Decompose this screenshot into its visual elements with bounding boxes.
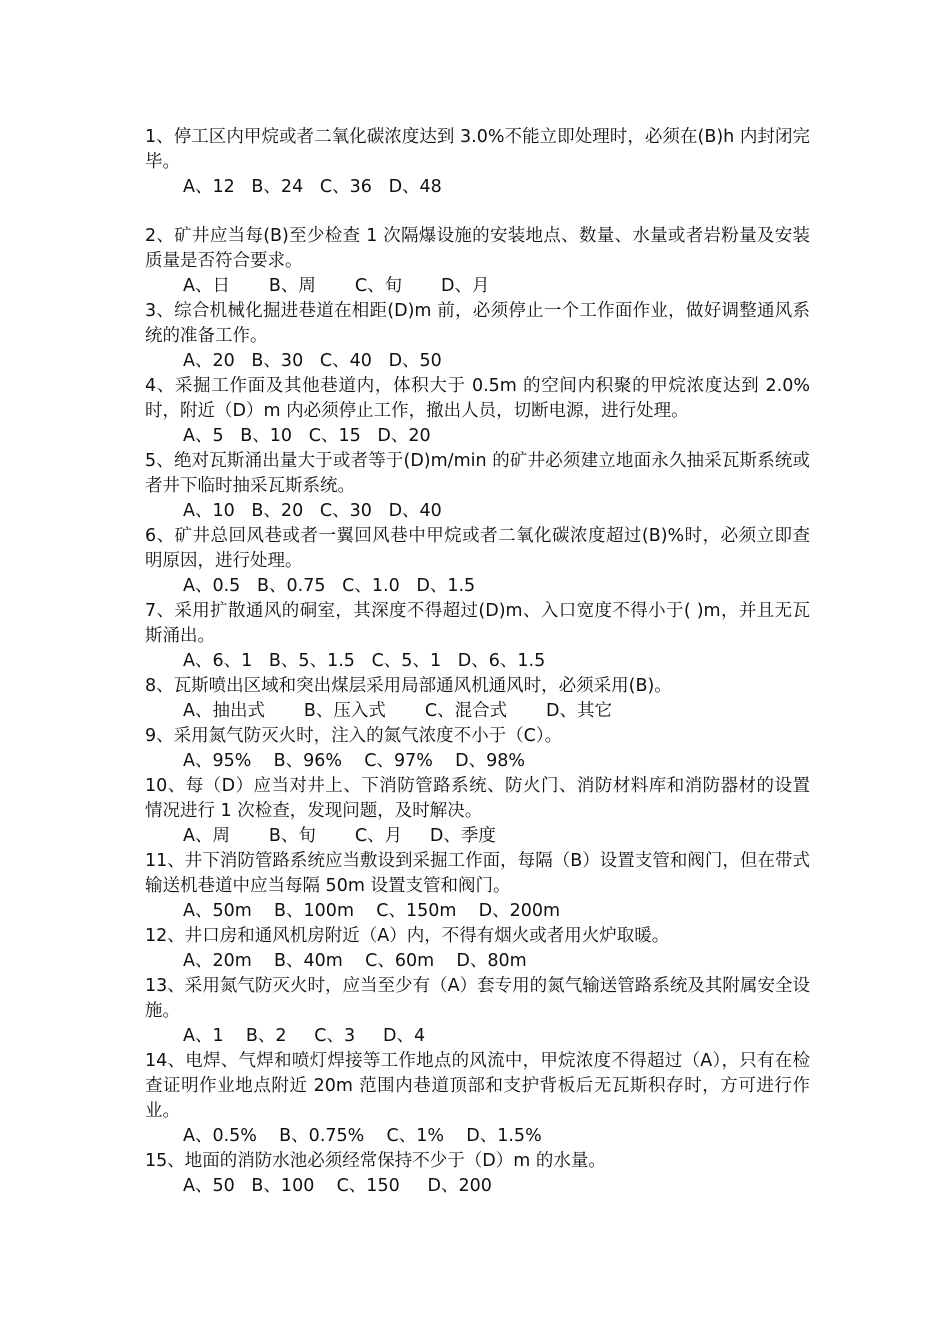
question-options: A、6、1 B、5、1.5 C、5、1 D、6、1.5 (183, 651, 546, 671)
question-item (145, 224, 810, 299)
blank-line (145, 200, 810, 224)
question-options: A、20 B、30 C、40 D、50 (183, 351, 442, 371)
question-item (145, 599, 810, 674)
question-options: A、20m B、40m C、60m D、80m (183, 951, 527, 971)
question-text: 10、每（D）应当对井上、下消防管路系统、防火门、消防材料库和消防器材的设置情况进行 1 次检查，发现问题，及时解决。 (145, 776, 810, 821)
question-options: A、5 B、10 C、15 D、20 (183, 426, 431, 446)
question-options: A、12 B、24 C、36 D、48 (183, 177, 442, 197)
question-text: 12、井口房和通风机房附近（A）内，不得有烟火或者用火炉取暖。 (145, 926, 670, 946)
question-options: A、0.5% B、0.75% C、1% D、1.5% (183, 1126, 542, 1146)
question-list (145, 125, 810, 1199)
question-text: 3、综合机械化掘进巷道在相距(D)m 前，必须停止一个工作面作业，做好调整通风系统的准备工作。 (145, 301, 810, 346)
question-item (145, 724, 810, 774)
question-item (145, 524, 810, 599)
question-text: 2、矿井应当每(B)至少检查 1 次隔爆设施的安装地点、数量、水量或者岩粉量及安装质量是否符合要求。 (145, 226, 810, 271)
question-options: A、日 B、周 C、旬 D、月 (183, 276, 490, 296)
question-options: A、10 B、20 C、30 D、40 (183, 501, 442, 521)
question-text: 5、绝对瓦斯涌出量大于或者等于(D)m/min 的矿井必须建立地面永久抽采瓦斯系统或者井下临时抽采瓦斯系统。 (145, 451, 810, 496)
question-text: 7、采用扩散通风的硐室，其深度不得超过(D)m、入口宽度不得小于( )m，并且无瓦斯涌出。 (145, 601, 810, 646)
question-item (145, 974, 810, 1049)
question-item (145, 374, 810, 449)
question-item (145, 849, 810, 924)
question-text: 11、井下消防管路系统应当敷设到采掘工作面，每隔（B）设置支管和阀门，但在带式输送机巷道中应当每隔 50m 设置支管和阀门。 (145, 851, 810, 896)
question-item (145, 774, 810, 849)
question-item (145, 1149, 810, 1199)
question-text: 14、电焊、气焊和喷灯焊接等工作地点的风流中，甲烷浓度不得超过（A），只有在检查证明作业地点附近 20m 范围内巷道顶部和支护背板后无瓦斯积存时，方可进行作业。 (145, 1051, 810, 1121)
question-item (145, 125, 810, 200)
question-text: 15、地面的消防水池必须经常保持不少于（D）m 的水量。 (145, 1151, 606, 1171)
question-text: 13、采用氮气防灭火时，应当至少有（A）套专用的氮气输送管路系统及其附属安全设施。 (145, 976, 810, 1021)
question-options: A、50 B、100 C、150 D、200 (183, 1176, 492, 1196)
question-options: A、抽出式 B、压入式 C、混合式 D、其它 (183, 701, 612, 721)
question-text: 6、矿井总回风巷或者一翼回风巷中甲烷或者二氧化碳浓度超过(B)%时，必须立即查明原因，进行处理。 (145, 526, 810, 571)
question-text: 9、采用氮气防灭火时，注入的氮气浓度不小于（C）。 (145, 726, 563, 746)
question-options: A、0.5 B、0.75 C、1.0 D、1.5 (183, 576, 476, 596)
question-options: A、1 B、2 C、3 D、4 (183, 1026, 426, 1046)
question-options: A、周 B、旬 C、月 D、季度 (183, 826, 496, 846)
question-item (145, 449, 810, 524)
question-item (145, 924, 810, 974)
question-item (145, 674, 810, 724)
question-text: 1、停工区内甲烷或者二氧化碳浓度达到 3.0%不能立即处理时，必须在(B)h 内封闭完毕。 (145, 127, 810, 172)
question-text: 8、瓦斯喷出区域和突出煤层采用局部通风机通风时，必须采用(B)。 (145, 676, 672, 696)
question-options: A、50m B、100m C、150m D、200m (183, 901, 561, 921)
question-item (145, 1049, 810, 1149)
question-text: 4、采掘工作面及其他巷道内，体积大于 0.5m 的空间内积聚的甲烷浓度达到 2.0%时，附近（D）m 内必须停止工作，撤出人员，切断电源，进行处理。 (145, 376, 810, 421)
question-options: A、95% B、96% C、97% D、98% (183, 751, 526, 771)
question-item (145, 299, 810, 374)
